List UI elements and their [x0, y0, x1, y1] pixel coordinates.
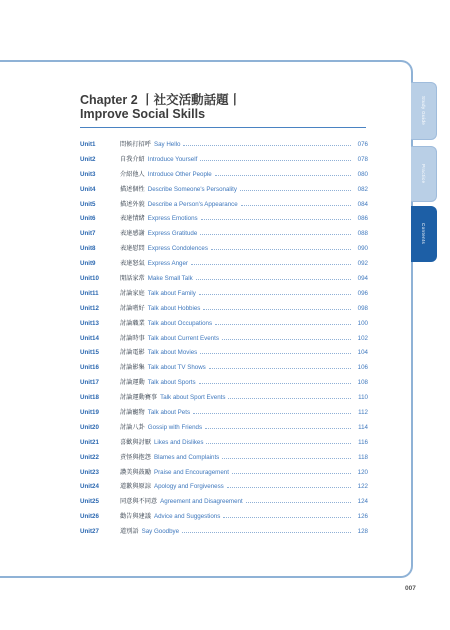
toc-entry[interactable] — [80, 390, 368, 405]
unit-title-chinese: 道歉與原諒 — [120, 483, 151, 491]
tab-practice[interactable] — [411, 146, 437, 202]
page-ref: 088 — [357, 230, 368, 238]
dot-leader — [182, 530, 351, 533]
unit-title-chinese: 討論八卦 — [120, 423, 145, 431]
unit-number: Unit16 — [80, 364, 99, 372]
unit-number: Unit17 — [80, 379, 99, 387]
unit-title-english: Make Small Talk — [147, 274, 193, 282]
page-ref: 084 — [357, 200, 368, 208]
toc-entry[interactable] — [80, 360, 368, 375]
unit-number: Unit18 — [80, 394, 99, 402]
unit-number: Unit13 — [80, 319, 99, 327]
unit-title-english: Gossip with Friends — [147, 423, 203, 431]
unit-title-chinese: 討論寵物 — [120, 408, 145, 416]
toc-entry[interactable] — [80, 182, 368, 197]
dot-leader — [215, 322, 351, 325]
unit-title-english: Express Gratitude — [147, 230, 198, 238]
unit-title-english: Talk about Movies — [147, 349, 198, 357]
toc-entry[interactable] — [80, 479, 368, 494]
unit-title-english: Talk about TV Shows — [147, 364, 206, 372]
page-ref: 110 — [358, 394, 368, 402]
page-ref: 080 — [357, 170, 368, 178]
unit-title-chinese: 問候打招呼 — [120, 140, 151, 148]
page-ref: 092 — [357, 260, 368, 268]
unit-number: Unit7 — [80, 230, 96, 238]
toc-entry[interactable] — [80, 301, 368, 316]
dot-leader — [222, 456, 351, 459]
page-ref: 104 — [357, 349, 368, 357]
page-ref: 096 — [357, 289, 368, 297]
page-number: 007 — [405, 585, 416, 592]
chapter-title: Chapter 2 丨社交活動話題丨 — [80, 93, 242, 107]
unit-title-english: Blames and Complaints — [153, 453, 220, 461]
unit-number: Unit10 — [80, 274, 99, 282]
unit-number: Unit5 — [80, 200, 96, 208]
unit-title-chinese: 道別語 — [120, 528, 139, 536]
unit-number: Unit9 — [80, 260, 96, 268]
tab-study-guide[interactable] — [411, 82, 437, 140]
page-ref: 122 — [357, 483, 368, 491]
toc-entry[interactable] — [80, 211, 368, 226]
toc-entry[interactable] — [80, 450, 368, 465]
unit-number: Unit19 — [80, 408, 99, 416]
dot-leader — [191, 262, 351, 265]
unit-title-english: Talk about Occupations — [147, 319, 213, 327]
unit-title-chinese: 討論職業 — [120, 319, 145, 327]
unit-title-english: Talk about Sport Events — [160, 394, 226, 402]
unit-number: Unit14 — [80, 334, 99, 342]
dot-leader — [232, 471, 351, 474]
unit-number: Unit12 — [80, 304, 99, 312]
tab-contents[interactable] — [411, 206, 437, 262]
page-ref: 106 — [357, 364, 368, 372]
dot-leader — [199, 292, 351, 295]
page-ref: 112 — [358, 408, 368, 416]
dot-leader — [205, 426, 351, 429]
unit-title-english: Agreement and Disagreement — [160, 498, 243, 506]
unit-number: Unit24 — [80, 483, 99, 491]
unit-title-chinese: 勸告與建議 — [120, 513, 151, 521]
unit-title-chinese: 討論時事 — [120, 334, 145, 342]
unit-number: Unit26 — [80, 513, 99, 521]
toc-entry[interactable] — [80, 375, 368, 390]
unit-title-chinese: 責怪與抱怨 — [120, 453, 151, 461]
unit-number: Unit8 — [80, 245, 96, 253]
toc-entry[interactable] — [80, 271, 368, 286]
unit-number: Unit2 — [80, 155, 96, 163]
unit-number: Unit23 — [80, 468, 99, 476]
unit-title-chinese: 討論運動 — [120, 379, 145, 387]
page-ref: 120 — [357, 468, 368, 476]
toc-entry[interactable] — [80, 197, 368, 212]
dot-leader — [193, 411, 351, 414]
unit-number: Unit4 — [80, 185, 96, 193]
toc-entry[interactable] — [80, 256, 368, 271]
unit-title-english: Advice and Suggestions — [153, 513, 221, 521]
page-ref: 076 — [357, 140, 368, 148]
unit-title-english: Apology and Forgiveness — [153, 483, 224, 491]
table-of-contents — [80, 137, 368, 539]
page-ref: 108 — [357, 379, 368, 387]
unit-number: Unit27 — [80, 528, 99, 536]
unit-title-english: Say Hello — [153, 140, 181, 148]
unit-title-chinese: 表達情緒 — [120, 215, 145, 223]
toc-entry[interactable] — [80, 509, 368, 524]
page-ref: 100 — [357, 319, 368, 327]
unit-number: Unit3 — [80, 170, 96, 178]
dot-leader — [199, 381, 351, 384]
unit-title-chinese: 描述個性 — [120, 185, 145, 193]
dot-leader — [211, 247, 351, 250]
toc-entry[interactable] — [80, 435, 368, 450]
page-ref: 094 — [357, 274, 368, 282]
page-ref: 118 — [358, 453, 368, 461]
unit-number: Unit25 — [80, 498, 99, 506]
dot-leader — [200, 158, 351, 161]
dot-leader — [227, 485, 351, 488]
dot-leader — [228, 396, 351, 399]
toc-entry[interactable] — [80, 167, 368, 182]
toc-entry[interactable] — [80, 137, 368, 152]
unit-title-chinese: 討論影集 — [120, 364, 145, 372]
page-ref: 090 — [357, 245, 368, 253]
unit-number: Unit11 — [80, 289, 99, 297]
dot-leader — [223, 515, 351, 518]
unit-title-english: Talk about Family — [147, 289, 196, 297]
unit-title-english: Introduce Yourself — [147, 155, 198, 163]
unit-title-english: Praise and Encouragement — [153, 468, 229, 476]
unit-title-english: Say Goodbye — [141, 528, 180, 536]
toc-entry[interactable] — [80, 226, 368, 241]
unit-title-chinese: 閒話家常 — [120, 274, 145, 282]
dot-leader — [222, 337, 351, 340]
toc-entry[interactable] — [80, 524, 368, 539]
title-divider — [80, 127, 366, 128]
unit-title-chinese: 討論運動賽事 — [120, 394, 158, 402]
dot-leader — [246, 500, 351, 503]
unit-title-english: Talk about Pets — [147, 408, 191, 416]
unit-title-chinese: 同意與不同意 — [120, 498, 158, 506]
unit-number: Unit1 — [80, 140, 96, 148]
dot-leader — [209, 366, 351, 369]
unit-title-english: Talk about Hobbies — [147, 304, 201, 312]
dot-leader — [196, 277, 351, 280]
page-ref: 126 — [357, 513, 368, 521]
dot-leader — [241, 203, 351, 206]
dot-leader — [200, 232, 351, 235]
dot-leader — [183, 143, 351, 146]
unit-title-chinese: 討論家庭 — [120, 289, 145, 297]
tab-label: Practice — [421, 164, 426, 184]
unit-title-english: Express Condolences — [147, 245, 208, 253]
unit-title-chinese: 喜歡與討厭 — [120, 438, 151, 446]
dot-leader — [201, 217, 351, 220]
unit-number: Unit20 — [80, 423, 99, 431]
toc-entry[interactable] — [80, 494, 368, 509]
page-ref: 128 — [357, 528, 368, 536]
unit-title-chinese: 討論電影 — [120, 349, 145, 357]
unit-number: Unit21 — [80, 438, 99, 446]
page-ref: 086 — [357, 215, 368, 223]
toc-entry[interactable] — [80, 316, 368, 331]
dot-leader — [203, 307, 351, 310]
unit-title-chinese: 自我介紹 — [120, 155, 145, 163]
page-ref: 078 — [357, 155, 368, 163]
dot-leader — [200, 351, 351, 354]
page-ref: 082 — [357, 185, 368, 193]
page-ref: 098 — [357, 304, 368, 312]
toc-entry[interactable] — [80, 345, 368, 360]
unit-title-english: Likes and Dislikes — [153, 438, 204, 446]
unit-title-chinese: 討論嗜好 — [120, 304, 145, 312]
toc-entry[interactable] — [80, 152, 368, 167]
unit-title-english: Describe a Person's Appearance — [147, 200, 238, 208]
tab-label: Contents — [421, 223, 426, 245]
unit-number: Unit15 — [80, 349, 99, 357]
unit-title-english: Talk about Sports — [147, 379, 196, 387]
toc-entry[interactable] — [80, 241, 368, 256]
tab-label: Study Guide — [421, 96, 426, 126]
unit-title-chinese: 讚美與鼓勵 — [120, 468, 151, 476]
unit-title-chinese: 表達怒氣 — [120, 260, 145, 268]
toc-entry[interactable] — [80, 420, 368, 435]
dot-leader — [240, 188, 351, 191]
unit-title-chinese: 表達慰問 — [120, 245, 145, 253]
dot-leader — [215, 173, 351, 176]
unit-number: Unit22 — [80, 453, 99, 461]
chapter-subtitle: Improve Social Skills — [80, 107, 206, 121]
unit-title-english: Express Emotions — [147, 215, 198, 223]
page-ref: 116 — [358, 438, 368, 446]
unit-title-english: Introduce Other People — [147, 170, 212, 178]
page-ref: 114 — [358, 423, 368, 431]
unit-title-english: Describe Someone's Personality — [147, 185, 237, 193]
toc-entry[interactable] — [80, 286, 368, 301]
dot-leader — [206, 441, 351, 444]
unit-number: Unit6 — [80, 215, 96, 223]
toc-entry[interactable] — [80, 405, 368, 420]
toc-entry[interactable] — [80, 331, 368, 346]
page-ref: 102 — [357, 334, 368, 342]
toc-entry[interactable] — [80, 465, 368, 480]
unit-title-english: Talk about Current Events — [147, 334, 219, 342]
page-ref: 124 — [357, 498, 368, 506]
unit-title-chinese: 描述外貌 — [120, 200, 145, 208]
unit-title-chinese: 介紹他人 — [120, 170, 145, 178]
unit-title-english: Express Anger — [147, 260, 188, 268]
unit-title-chinese: 表達感謝 — [120, 230, 145, 238]
